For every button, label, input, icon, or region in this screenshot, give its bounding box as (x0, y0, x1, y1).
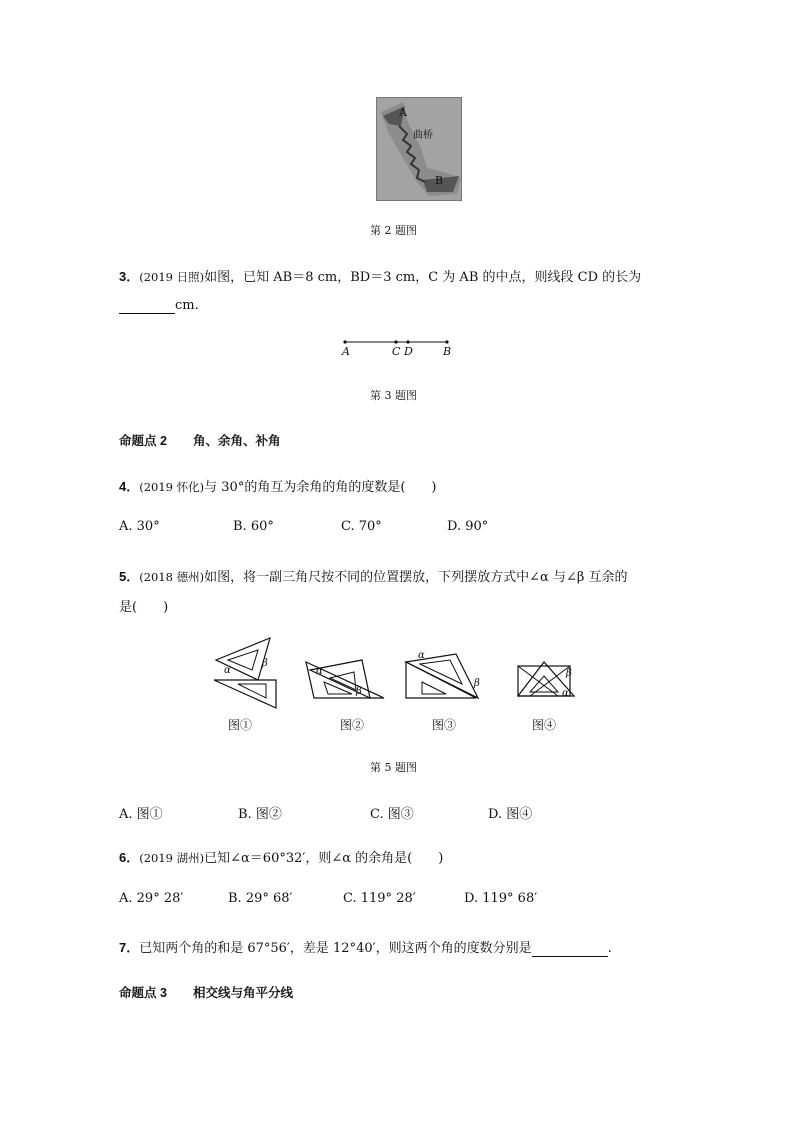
fig-label-4: 图④ (532, 718, 557, 732)
fig3-beta: β (474, 678, 480, 689)
bridge-photo (376, 97, 462, 201)
question-source: (2018 德州) (139, 570, 205, 584)
question-source: (2019 湖州) (139, 851, 205, 865)
question-number: 5． (119, 569, 140, 584)
question-5 (119, 566, 628, 585)
question-number: 6． (119, 850, 140, 865)
question-number: 7． (119, 940, 140, 955)
section-heading-2 (119, 431, 280, 449)
fig3-caption: 第 3 题图 (370, 389, 417, 402)
fig4-alpha: α (562, 688, 569, 699)
q5-option-c[interactable]: C. 图③ (370, 807, 414, 822)
question-text: 已知两个角的和是 67°56′，差是 12°40′，则这两个角的度数分别是 (139, 941, 532, 956)
q4-option-d[interactable]: D. 90° (447, 519, 489, 534)
section-label: 命题点 3 (119, 986, 167, 1000)
question-text: 与 30°的角互为余角的角的度数是( ) (204, 480, 437, 495)
question-7 (119, 937, 612, 957)
q4-option-b[interactable]: B. 60° (233, 519, 274, 534)
q6-option-a[interactable]: A. 29° 28′ (119, 891, 184, 906)
answer-blank[interactable] (119, 298, 175, 314)
point-b (445, 340, 448, 343)
question-end: . (607, 941, 612, 956)
q4-option-c[interactable]: C. 70° (341, 519, 382, 534)
q5-option-d[interactable]: D. 图④ (488, 807, 533, 822)
fig2-alpha: α (316, 666, 323, 677)
question-text: 如图，已知 AB＝8 cm，BD＝3 cm，C 为 AB 的中点，则线段 CD 的长为 (204, 270, 642, 285)
point-a (343, 340, 346, 343)
triangle-figure-1 (210, 636, 282, 712)
q6-option-c[interactable]: C. 119° 28′ (343, 891, 416, 906)
question-source: (2019 日照) (139, 270, 205, 284)
fig-label-3: 图③ (432, 718, 457, 732)
fig4-beta: β (566, 668, 572, 679)
fig5-caption: 第 5 题图 (370, 761, 417, 774)
question-6 (119, 847, 443, 866)
segment-label-a: A (342, 345, 350, 358)
answer-blank[interactable] (532, 941, 608, 957)
q5-option-b[interactable]: B. 图② (238, 807, 282, 822)
answer-unit: cm. (175, 298, 199, 313)
fig-label-1: 图① (228, 718, 253, 732)
question-3 (119, 266, 641, 285)
point-d (406, 340, 409, 343)
point-c (394, 340, 397, 343)
fig1-alpha: α (224, 665, 231, 676)
segment-label-b: B (443, 345, 452, 358)
section-heading-3 (119, 983, 293, 1001)
segment-label-d: D (404, 345, 413, 358)
photo-label-a: A (399, 106, 407, 119)
fig2-beta: β (356, 686, 362, 697)
section-label: 命题点 2 (119, 434, 167, 448)
fig-label-2: 图② (340, 718, 365, 732)
photo-label-b: B (435, 174, 444, 187)
question-source: (2019 怀化) (139, 480, 205, 494)
fig3-alpha: α (418, 650, 425, 661)
question-number: 3． (119, 269, 140, 284)
photo-label-bridge: 曲桥 (413, 130, 433, 141)
q5-option-a[interactable]: A. 图① (119, 807, 163, 822)
question-4 (119, 476, 436, 495)
question-5-line-2: 是( ) (119, 600, 169, 615)
question-3-answer-line (119, 298, 199, 314)
q4-option-a[interactable]: A. 30° (119, 519, 160, 534)
bridge-photo-drawing (377, 98, 461, 200)
question-number: 4． (119, 479, 140, 494)
q6-option-b[interactable]: B. 29° 68′ (228, 891, 293, 906)
fig1-beta: β (262, 658, 268, 669)
section-title: 相交线与角平分线 (192, 986, 293, 1000)
segment-label-c: C (392, 345, 401, 358)
q6-option-d[interactable]: D. 119° 68′ (464, 891, 538, 906)
triangle-figure-4 (514, 656, 580, 702)
triangle-figure-2 (304, 656, 390, 706)
question-text: 如图，将一副三角尺按不同的位置摆放，下列摆放方式中∠α 与∠β 互余的 (204, 570, 628, 585)
question-text: 已知∠α＝60°32′，则∠α 的余角是( ) (204, 851, 444, 866)
fig2-caption: 第 2 题图 (370, 224, 417, 237)
section-title: 角、余角、补角 (192, 434, 281, 448)
